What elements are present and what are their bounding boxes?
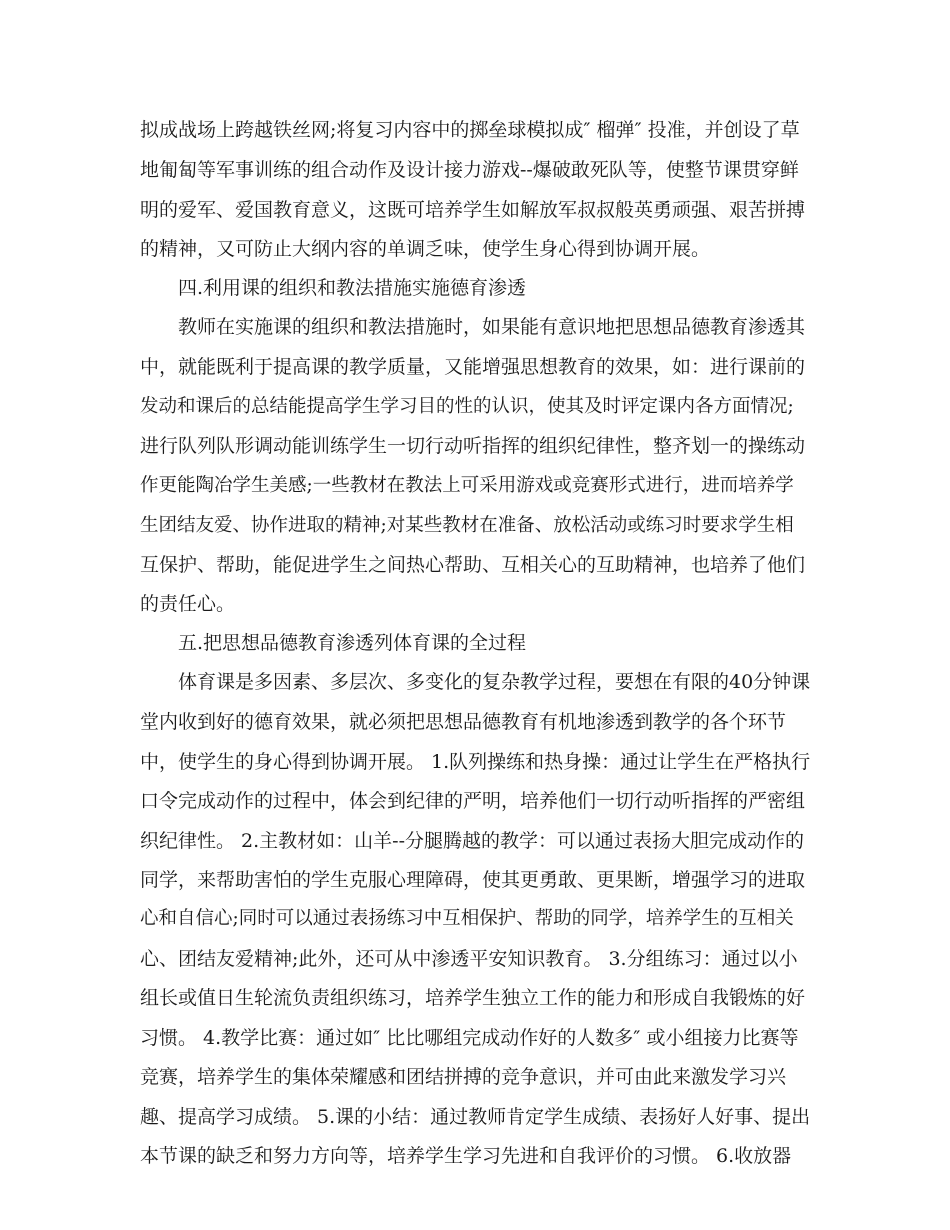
paragraph-line: 习惯。 4.教学比赛：通过如″ 比比哪组完成动作好的人数多″ 或小组接力比赛等 — [140, 1027, 799, 1049]
paragraph-line: 本节课的缺乏和努力方向等，培养学生学习先进和自我评价的习惯。 6.收放器 — [140, 1145, 792, 1167]
paragraph-line: 互保护、帮助，能促进学生之间热心帮助、互相关心的互助精神，也培养了他们 — [140, 554, 806, 576]
paragraph-line: 同学，来帮助害怕的学生克服心理障碍，使其更勇敢、更果断，增强学习的进取 — [140, 869, 806, 891]
paragraph-line: 心和自信心;同时可以通过表扬练习中互相保护、帮助的同学，培养学生的互相关 — [140, 908, 794, 929]
section-heading: 四.利用课的组织和教法措施实施德育渗透 — [178, 277, 527, 299]
paragraph-line: 发动和课后的总结能提高学生学习目的性的认识，使其及时评定课内各方面情况; — [140, 396, 794, 417]
paragraph-line: 作更能陶冶学生美感;一些教材在教法上可采用游戏或竞赛形式进行，进而培养学 — [140, 475, 794, 496]
paragraph-line: 地匍匐等军事训练的组合动作及设计接力游戏--爆破敢死队等，使整节课贯穿鲜 — [140, 159, 799, 181]
paragraph-line: 拟成战场上跨越铁丝网;将复习内容中的掷垒球模拟成″ 榴弹″ 投准，并创设了草 — [140, 119, 800, 141]
paragraph-line: 竞赛，培养学生的集体荣耀感和团结拼搏的竞争意识，并可由此来激发学习兴 — [140, 1066, 787, 1088]
section-heading: 五.把思想品德教育渗透列体育课的全过程 — [178, 632, 527, 654]
paragraph-line: 生团结友爱、协作进取的精神;对某些教材在准备、放松活动或练习时要求学生相 — [140, 515, 794, 536]
paragraph-line: 堂内收到好的德育效果，就必须把思想品德教育有机地渗透到教学的各个环节 — [140, 711, 787, 733]
paragraph-line: 教师在实施课的组织和教法措施时，如果能有意识地把思想品德教育渗透其 — [178, 316, 806, 338]
paragraph-line: 中，使学生的身心得到协调开展。 1.队列操练和热身操：通过让学生在严格执行 — [140, 751, 811, 773]
paragraph-line: 趣、提高学习成绩。 5.课的小结：通过教师肯定学生成绩、表扬好人好事、提出 — [140, 1106, 811, 1128]
paragraph-line: 织纪律性。 2.主教材如：山羊--分腿腾越的教学：可以通过表扬大胆完成动作的 — [140, 830, 805, 852]
paragraph-line: 的精神，又可防止大纲内容的单调乏味，使学生身心得到协调开展。 — [140, 238, 711, 260]
paragraph-line: 组长或值日生轮流负责组织练习，培养学生独立工作的能力和形成自我锻炼的好 — [140, 987, 806, 1009]
paragraph-line: 进行队列队形调动能训练学生一切行动听指挥的组织纪律性，整齐划一的操练动 — [140, 435, 806, 457]
paragraph-line: 明的爱军、爱国教育意义，这既可培养学生如解放军叔叔般英勇顽强、艰苦拼搏 — [140, 199, 806, 221]
paragraph-line: 口令完成动作的过程中，体会到纪律的严明，培养他们一切行动听指挥的严密组 — [140, 790, 806, 812]
paragraph-line: 的责任心。 — [140, 593, 236, 615]
paragraph-line: 心、团结友爱精神;此外，还可从中渗透平安知识教育。 3.分组练习：通过以小 — [140, 948, 798, 970]
paragraph-line: 中，就能既利于提高课的教学质量，又能增强思想教育的效果，如：进行课前的 — [140, 356, 806, 378]
paragraph-line: 体育课是多因素、多层次、多变化的复杂教学过程，要想在有限的40分钟课 — [178, 671, 811, 693]
